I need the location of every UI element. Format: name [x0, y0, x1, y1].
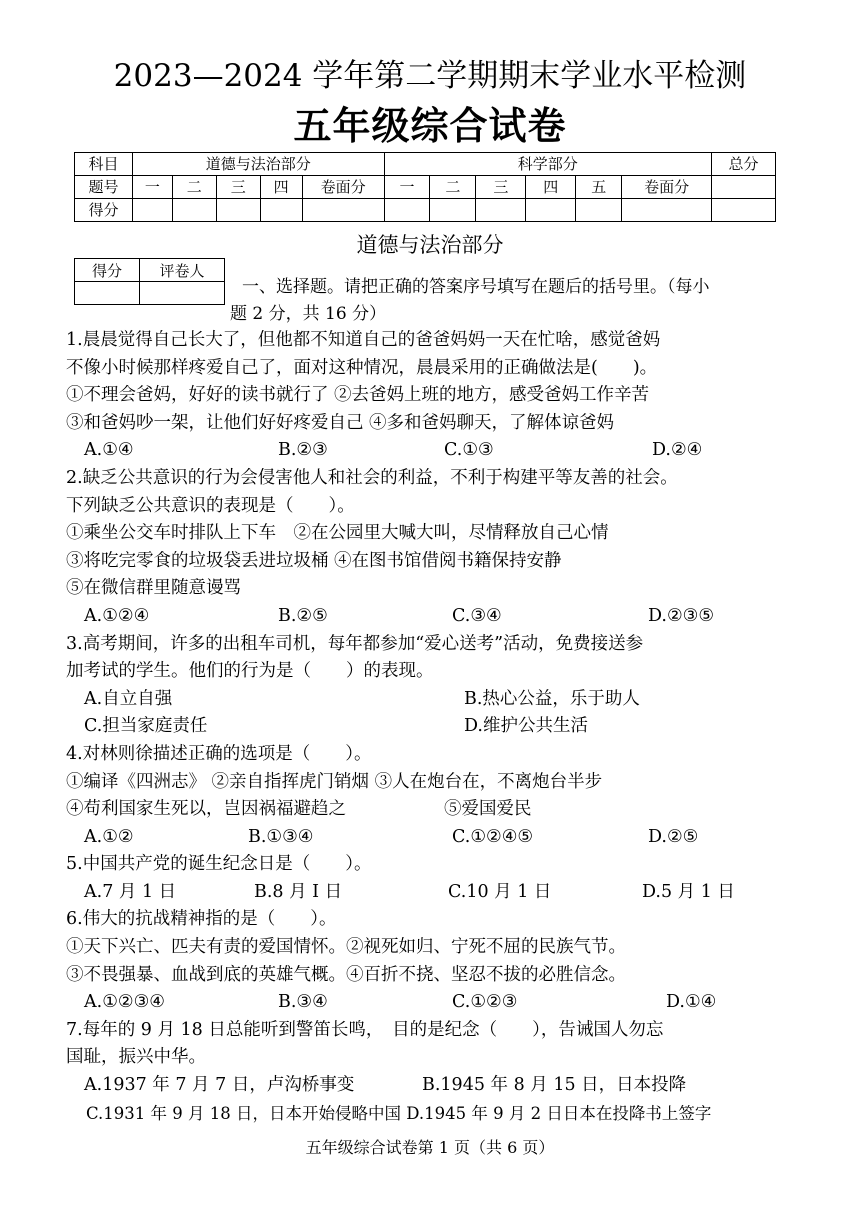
question-number-label: 题号	[75, 176, 133, 199]
options-row	[66, 879, 796, 907]
score-cell[interactable]	[476, 199, 526, 222]
question-item: ③不畏强暴、血战到底的英雄气概。④百折不挠、坚忍不拔的必胜信念。	[66, 964, 626, 985]
option: B.热心公益，乐于助人	[464, 688, 640, 709]
option: A.①④	[84, 440, 134, 461]
question-stem: 5.中国共产党的诞生纪念日是（ ）。	[66, 854, 372, 875]
option: B.③④	[278, 992, 328, 1013]
question-stem: 6.伟大的抗战精神指的是（ ）。	[66, 909, 337, 930]
score-cell[interactable]	[712, 199, 776, 222]
options-row	[66, 1072, 796, 1100]
option: A.①②	[84, 826, 134, 847]
question-stem: 国耻，振兴中华。	[66, 1047, 206, 1068]
question-item: ①天下兴亡、匹夫有责的爱国情怀。②视死如归、宁死不屈的民族气节。	[66, 937, 626, 958]
science-col: 五	[576, 176, 622, 199]
question-item: ⑤爱国爱民	[444, 799, 532, 820]
options-row	[66, 437, 796, 465]
moral-col: 四	[260, 176, 302, 199]
score-cell[interactable]	[622, 199, 712, 222]
question-stem: 不像小时候那样疼爱自己了，面对这种情况，晨晨采用的正确做法是( )。	[66, 357, 658, 378]
option: A.7 月 1 日	[84, 881, 177, 902]
science-col: 一	[384, 176, 430, 199]
question-stem: 3.高考期间，许多的出租车司机，每年都参加“爱心送考”活动，免费接送参	[66, 633, 644, 654]
grader-name-cell[interactable]	[140, 282, 225, 305]
question-item: ①编译《四洲志》 ②亲自指挥虎门销烟 ③人在炮台在，不离炮台半步	[66, 771, 603, 792]
moral-col: 一	[132, 176, 172, 199]
option: C.担当家庭责任	[84, 716, 208, 737]
science-col: 卷面分	[622, 176, 712, 199]
option: D.②⑤	[648, 826, 699, 847]
option: A.①②③④	[84, 992, 165, 1013]
option: B.8 月 I 日	[254, 881, 343, 902]
total-cell	[712, 176, 776, 199]
grader-score-cell[interactable]	[75, 282, 140, 305]
question-stem: 下列缺乏公共意识的表现是（ ）。	[66, 495, 355, 516]
science-col: 三	[476, 176, 526, 199]
page-footer: 五年级综合试卷第 1 页（共 6 页）	[305, 1138, 555, 1157]
question-item: ⑤在微信群里随意谩骂	[66, 578, 241, 599]
options-row	[66, 989, 796, 1017]
question-stem: 2.缺乏公共意识的行为会侵害他人和社会的利益，不利于构建平等友善的社会。	[66, 467, 678, 488]
question-item: ①不理会爸妈，好好的读书就行了 ②去爸妈上班的地方，感受爸妈工作辛苦	[66, 385, 650, 406]
question-stem: 1.晨晨觉得自己长大了，但他都不知道自己的爸爸妈妈一天在忙啥，感觉爸妈	[66, 330, 661, 350]
grader-score-label: 得分	[75, 259, 140, 282]
score-cell[interactable]	[172, 199, 216, 222]
section-instruction-cont: 题 2 分，共 16 分）	[230, 304, 387, 324]
option: B.②⑤	[278, 605, 328, 626]
moral-col: 卷面分	[302, 176, 384, 199]
option: D.维护公共生活	[464, 716, 588, 737]
option: C.①②④⑤	[452, 826, 534, 847]
question-item: ④苟利国家生死以，岂因祸福避趋之	[66, 799, 346, 820]
science-col: 二	[430, 176, 476, 199]
question-list	[66, 327, 796, 1127]
exam-subtitle: 五年级综合试卷	[293, 103, 567, 148]
option: D.②④	[652, 440, 703, 461]
question-stem: 加考试的学生。他们的行为是（ ）的表现。	[66, 661, 434, 682]
score-cell[interactable]	[384, 199, 430, 222]
option: B.1945 年 8 月 15 日，日本投降	[422, 1075, 687, 1096]
option: A.1937 年 7 月 7 日，卢沟桥事变	[84, 1075, 355, 1096]
option: C.10 月 1 日	[448, 881, 552, 902]
option: C.1931 年 9 月 18 日，日本开始侵略中国 D.1945 年 9 月 2 日日本在投降书上签字	[86, 1103, 712, 1123]
moral-col: 三	[216, 176, 260, 199]
section-instruction: 一、选择题。请把正确的答案序号填写在题后的括号里。（每小	[242, 277, 710, 297]
science-col: 四	[526, 176, 576, 199]
question-item-row	[66, 796, 796, 824]
score-cell[interactable]	[216, 199, 260, 222]
score-cell[interactable]	[430, 199, 476, 222]
section-title: 道德与法治部分	[356, 233, 504, 257]
score-cell[interactable]	[526, 199, 576, 222]
question-item: ③和爸妈吵一架，让他们好好疼爱自己 ④多和爸妈聊天，了解体谅爸妈	[66, 412, 615, 433]
option: D.5 月 1 日	[642, 881, 735, 902]
options-row	[66, 1100, 796, 1128]
score-cell[interactable]	[302, 199, 384, 222]
moral-section-header: 道德与法治部分	[132, 153, 384, 176]
total-header: 总分	[712, 153, 776, 176]
exam-title: 2023—2024 学年第二学期期末学业水平检测	[113, 58, 747, 94]
option: D.②③⑤	[648, 605, 715, 626]
subject-label: 科目	[75, 153, 133, 176]
question-item: ③将吃完零食的垃圾袋丢进垃圾桶 ④在图书馆借阅书籍保持安静	[66, 550, 562, 571]
option: C.③④	[452, 605, 502, 626]
science-section-header: 科学部分	[384, 153, 712, 176]
score-row-label: 得分	[75, 199, 133, 222]
option: D.①④	[666, 992, 717, 1013]
question-item: ①乘坐公交车时排队上下车 ②在公园里大喊大叫，尽情释放自己心情	[66, 523, 609, 544]
score-cell[interactable]	[576, 199, 622, 222]
option: C.①②③	[452, 992, 518, 1013]
moral-col: 二	[172, 176, 216, 199]
question-stem: 4.对林则徐描述正确的选项是（ ）。	[66, 743, 372, 764]
question-stem: 7.每年的 9 月 18 日总能听到警笛长鸣， 目的是纪念（ ），告诫国人勿忘	[66, 1019, 664, 1040]
options-row	[66, 824, 796, 852]
score-table	[74, 152, 776, 222]
grader-name-label: 评卷人	[140, 259, 225, 282]
options-row	[66, 603, 796, 631]
score-cell[interactable]	[132, 199, 172, 222]
options-row	[66, 713, 796, 741]
option: C.①③	[444, 440, 494, 461]
grader-box	[74, 258, 225, 305]
option: B.①③④	[248, 826, 314, 847]
option: B.②③	[278, 440, 328, 461]
score-cell[interactable]	[260, 199, 302, 222]
option: A.①②④	[84, 605, 150, 626]
option: A.自立自强	[84, 688, 173, 709]
options-row	[66, 686, 796, 714]
